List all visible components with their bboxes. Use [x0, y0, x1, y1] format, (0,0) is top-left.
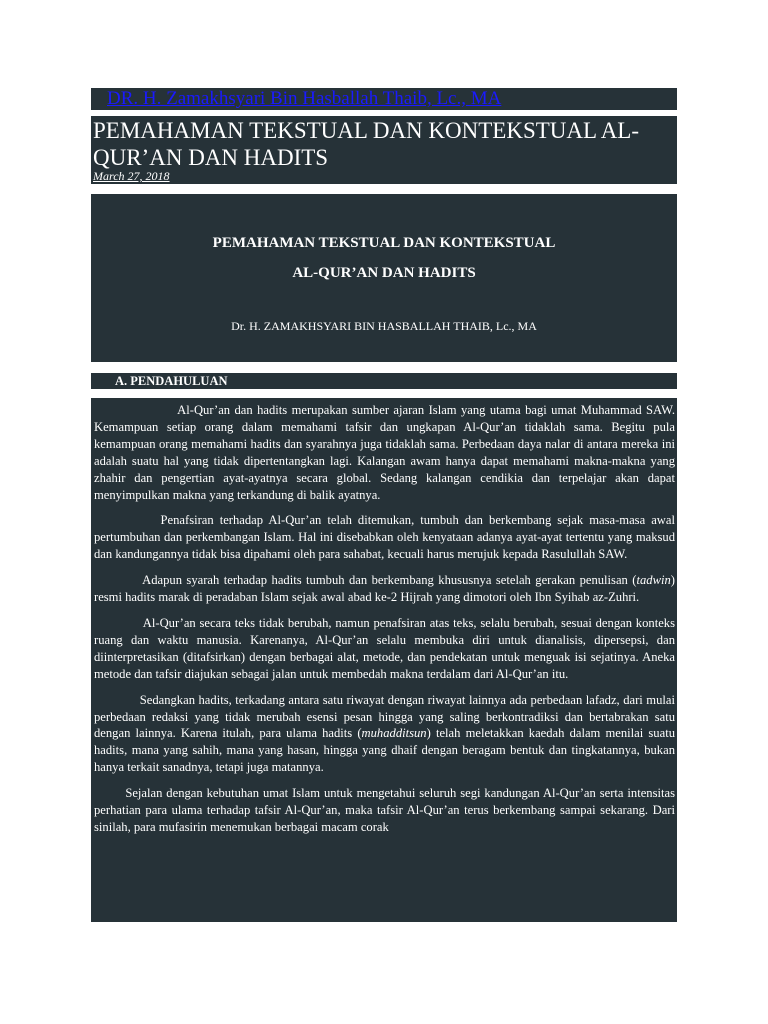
- document-title-line-1: PEMAHAMAN TEKSTUAL DAN KONTEKSTUAL: [212, 235, 556, 251]
- document-author: Dr. H. ZAMAKHSYARI BIN HASBALLAH THAIB, Lc., MA: [231, 319, 537, 333]
- paragraph-text: Al-Qur’an secara teks tidak berubah, namun penafsiran atas teks, selalu berubah, sesuai dengan konteks ruang dan waktu manusia. Karenanya, Al-Qur’an selalu membuka diri untuk dianalisis, dipersepsi, dan diinterpretasikan (ditafsirkan) dengan berbagai alat, metode, dan pendekatan untuk menguak isi sejatinya. Aneka metode dan tafsir diajukan sebagai jalan untuk membedah makna terdalam dari Al-Qur’an itu.: [94, 615, 675, 681]
- paragraph-3: [94, 572, 675, 606]
- paragraph-text: ) telah meletakkan kaedah dalam menilai suatu hadits, mana yang sahih, mana yang hasan, hingga yang dhaif dengan beragam bentuk dan tingkatannya, bukan hanya terkait sanadnya, tetapi juga matannya.: [94, 726, 675, 775]
- paragraph-text: Sedangkan hadits, terkadang antara satu riwayat dengan riwayat lainnya ada perbedaan lafadz, dari mulai perbedaan redaksi yang tidak merubah esensi pesan hingga yang saling berkontradiksi dan bertabrakan satu dengan lainnya. Karena itulah, para ulama hadits (: [94, 692, 675, 741]
- paragraph-text: ) resmi hadits marak di peradaban Islam sejak awal abad ke-2 Hijrah yang dimotori oleh Ibn Syihab az-Zuhri.: [94, 573, 675, 605]
- indent: [94, 403, 177, 417]
- indent: [94, 616, 143, 630]
- paragraph-2: [94, 512, 675, 563]
- author-link[interactable]: DR. H. Zamakhsyari Bin Hasballah Thaib, Lc., MA: [107, 88, 502, 109]
- indent: [94, 513, 161, 527]
- indent: [94, 786, 125, 800]
- body-block: [91, 398, 677, 922]
- paragraph-text: Al-Qur’an dan hadits merupakan sumber ajaran Islam yang utama bagi umat Muhammad SAW. Kemampuan setiap orang dalam memahami tafsir dan ungkapan Al-Qur’an tidaklah sama. Begitu pula kemampuan orang memahami hadits dan syarahnya juga tidaklah sama. Perbedaan daya nalar di antara mereka ini adalah suatu hal yang tidak dipertentangkan lagi. Kalangan awam hanya dapat memahami makna-makna yang zhahir dan pengertian ayat-ayatnya secara global. Sedang kalangan cendikia dan terpelajar akan dapat menyimpulkan makna yang terkandung di balik ayatnya.: [94, 403, 675, 502]
- indent: [94, 573, 142, 587]
- post-title-block: [91, 116, 677, 184]
- section-heading: A. PENDAHULUAN: [115, 374, 228, 388]
- paragraph-text: Sejalan dengan kebutuhan umat Islam untuk mengetahui seluruh segi kandungan Al-Qur’an serta intensitas perhatian para ulama terhadap tafsir Al-Qur’an, maka tafsir Al-Qur’an terus berkembang sampai sekarang. Dari sinilah, para mufasirin menemukan berbagai macam corak: [94, 786, 675, 834]
- section-heading-bar: [91, 373, 677, 389]
- article-body: [94, 402, 675, 845]
- paragraph-6: [94, 785, 675, 836]
- italic-term: tadwin: [636, 573, 671, 588]
- post-title: PEMAHAMAN TEKSTUAL DAN KONTEKSTUAL AL-QUR’AN DAN HADITS: [93, 118, 640, 170]
- italic-term: muhadditsun: [361, 726, 427, 741]
- paragraph-text: Adapun syarah terhadap hadits tumbuh dan berkembang khususnya setelah gerakan penulisan (: [142, 573, 637, 588]
- post-date-link[interactable]: March 27, 2018: [93, 169, 170, 183]
- paragraph-1: [94, 402, 675, 503]
- paragraph-4: [94, 615, 675, 683]
- document-header: [91, 194, 677, 362]
- paragraph-text: Penafsiran terhadap Al-Qur’an telah ditemukan, tumbuh dan berkembang sejak masa-masa awal pertumbuhan dan perkembangan Islam. Hal ini disebabkan oleh kenyataan adanya ayat-ayat tertentu yang maksud dan kandungannya tidak bisa dipahami oleh para sahabat, kecuali harus merujuk kepada Rasulullah SAW.: [94, 513, 675, 562]
- paragraph-5: [94, 692, 675, 777]
- author-bar: [91, 88, 677, 110]
- indent: [94, 693, 140, 707]
- document-title-line-2: AL-QUR’AN DAN HADITS: [292, 265, 476, 281]
